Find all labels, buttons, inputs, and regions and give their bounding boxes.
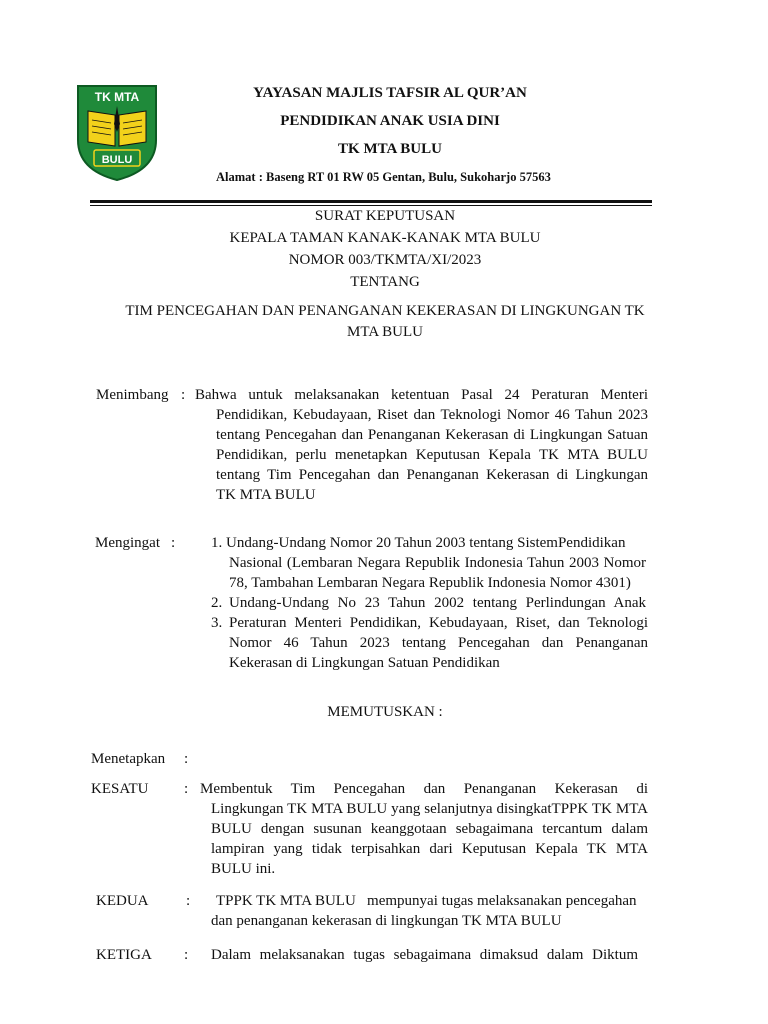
menetapkan-label: Menetapkan: [91, 751, 166, 767]
menimbang-line: TK MTA BULU: [216, 487, 316, 503]
kesatu-line: BULU dengan susunan keanggotaan sebagaimana tercantum dalam: [211, 821, 648, 837]
mengingat-item-line: Kekerasan di Lingkungan Satuan Pendidikan: [229, 655, 500, 671]
kesatu-line: lampiran yang tidak terpisahkan dari Keputusan Kepala TK MTA: [211, 841, 648, 857]
kedua-label: KEDUA: [96, 893, 149, 909]
doc-about-label: TENTANG: [350, 274, 420, 290]
menimbang-label: Menimbang: [96, 387, 169, 403]
ketiga-label: KETIGA: [96, 947, 152, 963]
mengingat-item-line: Nasional (Lembaran Negara Republik Indonesia Tahun 2003 Nomor: [229, 555, 646, 571]
institution-type: PENDIDIKAN ANAK USIA DINI: [280, 113, 500, 129]
doc-subject-line2: MTA BULU: [347, 324, 423, 340]
ketiga-line: Dalam melaksanakan tugas sebagaimana dimaksud dalam Diktum: [211, 947, 638, 963]
menetapkan-colon: :: [184, 751, 189, 767]
doc-subject-line1: TIM PENCEGAHAN DAN PENANGANAN KEKERASAN DI LINGKUNGAN TK: [125, 303, 645, 319]
menimbang-line: tentang Pencegahan dan Penanganan Kekerasan di Lingkungan Satuan: [216, 427, 648, 443]
mengingat-item-line: Nomor 46 Tahun 2023 tentang Pencegahan dan Penanganan: [229, 635, 648, 651]
logo-bottom-text: BULU: [101, 154, 133, 166]
mengingat-item-number: 3.: [211, 615, 223, 631]
school-address: Alamat : Baseng RT 01 RW 05 Gentan, Bulu, Sukoharjo 57563: [216, 170, 551, 184]
kesatu-colon: :: [184, 781, 189, 797]
kesatu-line: Lingkungan TK MTA BULU yang selanjutnya disingkatTPPK TK MTA: [211, 801, 648, 817]
mengingat-item-line: Peraturan Menteri Pendidikan, Kebudayaan, Riset, dan Teknologi: [229, 615, 648, 631]
mengingat-item-number: 1.: [211, 535, 223, 551]
menimbang-line: tentang Tim Pencegahan dan Penanganan Kekerasan di Lingkungan: [216, 467, 648, 483]
header-divider-thin: [90, 205, 652, 206]
doc-issuer: KEPALA TAMAN KANAK-KANAK MTA BULU: [229, 230, 541, 246]
logo-top-text: TK MTA: [94, 90, 140, 104]
mengingat-colon: :: [171, 535, 176, 551]
mengingat-item-line: Undang-Undang Nomor 20 Tahun 2003 tentang SistemPendidikan: [226, 535, 626, 551]
menimbang-line: Pendidikan, Kebudayaan, Riset dan Teknologi Nomor 46 Tahun 2023: [216, 407, 648, 423]
doc-number: NOMOR 003/TKMTA/XI/2023: [288, 252, 482, 268]
mengingat-item-line: Undang-Undang No 23 Tahun 2002 tentang Perlindungan Anak: [229, 595, 646, 611]
school-logo: [76, 84, 158, 182]
doc-title: SURAT KEPUTUSAN: [314, 208, 456, 224]
kesatu-label: KESATU: [91, 781, 149, 797]
menimbang-line: Bahwa untuk melaksanakan ketentuan Pasal 24 Peraturan Menteri: [195, 387, 648, 403]
menimbang-line: Pendidikan, perlu menetapkan Keputusan Kepala TK MTA BULU: [216, 447, 648, 463]
kesatu-line: Membentuk Tim Pencegahan dan Penanganan Kekerasan di: [200, 781, 648, 797]
foundation-name: YAYASAN MAJLIS TAFSIR AL QUR’AN: [253, 85, 527, 101]
kesatu-line: BULU ini.: [211, 861, 276, 877]
mengingat-item-number: 2.: [211, 595, 223, 611]
kedua-line: TPPK TK MTA BULU mempunyai tugas melaksanakan pencegahan: [216, 893, 637, 909]
header-divider-thick: [90, 200, 652, 203]
menimbang-colon: :: [181, 387, 186, 403]
ketiga-colon: :: [184, 947, 189, 963]
mengingat-label: Mengingat: [95, 535, 160, 551]
memutuskan-heading: MEMUTUSKAN :: [327, 704, 443, 720]
mengingat-item-line: 78, Tambahan Lembaran Negara Republik Indonesia Nomor 4301): [229, 575, 631, 591]
kedua-line: dan penanganan kekerasan di lingkungan TK MTA BULU: [211, 913, 562, 929]
kedua-colon: :: [186, 893, 191, 909]
school-name: TK MTA BULU: [338, 141, 442, 157]
